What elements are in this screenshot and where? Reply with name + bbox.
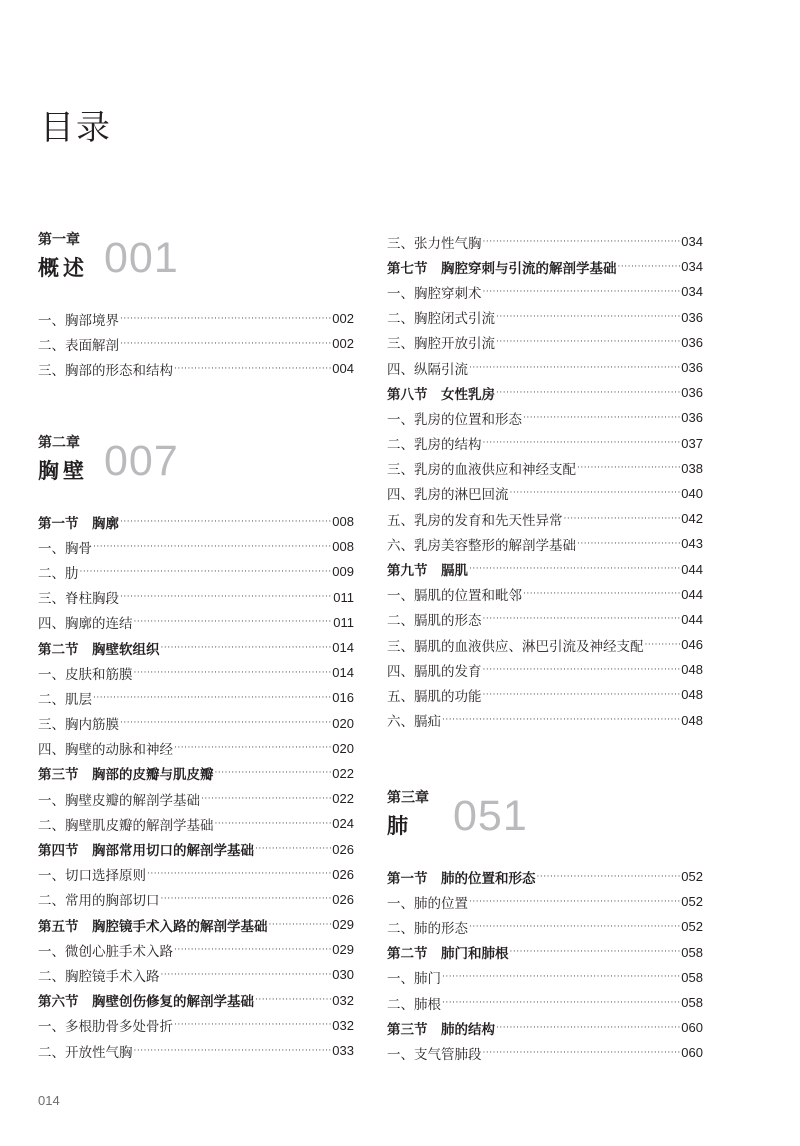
toc-entry-text: 二、乳房的结构 [387,437,482,454]
page-number: 014 [38,1093,60,1108]
toc-entry-text: 第四节 胸部常用切口的解剖学基础 [38,843,254,860]
toc-entry[interactable] [387,405,703,430]
toc-entry-page: 036 [681,309,703,325]
toc-entry-text: 二、膈肌的形态 [387,613,482,630]
toc-entry-text: 一、胸骨 [38,540,92,557]
toc-entry[interactable] [387,279,703,304]
dot-leader [496,1023,680,1033]
chapter-heading [387,790,703,850]
dot-leader [645,640,681,650]
dot-leader [483,665,681,675]
toc-entry-page: 029 [332,942,354,958]
toc-section-entry[interactable] [387,864,703,889]
dot-leader [161,894,332,904]
dot-leader [161,643,332,653]
toc-entry-page: 014 [332,665,354,681]
toc-entry-text: 四、膈肌的发育 [387,663,482,680]
toc-entry-text: 四、胸壁的动脉和神经 [38,742,173,759]
dot-leader [80,567,332,577]
toc-entry-text: 第六节 胸壁创伤修复的解剖学基础 [38,994,254,1011]
toc-entry-text: 二、肺根 [387,996,441,1013]
toc-entry-page: 011 [333,589,354,605]
toc-entry-page: 060 [681,1045,703,1061]
dot-leader [93,693,331,703]
toc-entry-text: 一、膈肌的位置和毗邻 [387,588,522,605]
dot-leader [201,794,331,804]
toc-entry-text: 第二节 胸壁软组织 [38,641,160,658]
toc-entry-text: 二、肺的形态 [387,920,468,937]
dot-leader [174,364,331,374]
toc-entry-text: 第三节 肺的结构 [387,1021,495,1038]
toc-entry-text: 一、肺门 [387,971,441,988]
toc-entry-page: 044 [681,586,703,602]
dot-leader [483,690,681,700]
toc-entry-text: 六、乳房美容整形的解剖学基础 [387,537,576,554]
chapter-title: 肺 [387,814,412,838]
dot-leader [215,819,332,829]
toc-entry-page: 036 [681,410,703,426]
dot-leader [161,970,332,980]
toc-entry-text: 二、肋 [38,565,79,582]
toc-entry-page: 024 [332,816,354,832]
toc-entry[interactable] [387,657,703,682]
dot-leader [120,718,331,728]
toc-entry-text: 二、常用的胸部切口 [38,893,160,910]
toc-entry-page: 036 [681,360,703,376]
toc-entry-page: 058 [681,969,703,985]
toc-entry-text: 一、胸壁皮瓣的解剖学基础 [38,792,200,809]
toc-entry[interactable] [387,305,703,330]
toc-entry[interactable] [38,685,354,710]
toc-entry-page: 033 [332,1043,354,1059]
toc-entry-page: 020 [332,740,354,756]
dot-leader [93,542,331,552]
toc-entry[interactable] [387,632,703,657]
toc-section-entry[interactable] [38,761,354,786]
dot-leader [510,488,681,498]
toc-entry-text: 第八节 女性乳房 [387,386,495,403]
toc-entry-page: 042 [681,511,703,527]
toc-section-entry[interactable] [387,254,703,279]
toc-entry[interactable] [387,355,703,380]
toc-entry-page: 046 [681,637,703,653]
dot-leader [496,312,680,322]
toc-entry[interactable] [38,1038,354,1063]
dot-leader [134,1046,332,1056]
toc-entry-text: 三、胸腔开放引流 [387,336,495,353]
toc-entry[interactable] [387,708,703,733]
toc-section-entry[interactable] [387,940,703,965]
chapter-label: 第三章 [387,790,429,806]
toc-entry[interactable] [387,229,703,254]
dot-leader [496,337,680,347]
toc-entry-text: 第二节 肺门和肺根 [387,946,509,963]
toc-entry-text: 一、胸腔穿刺术 [387,285,482,302]
toc-entry-page: 022 [332,765,354,781]
toc-entry-page: 048 [681,687,703,703]
dot-leader [174,1020,331,1030]
dot-leader [483,1048,681,1058]
dot-leader [174,743,331,753]
dot-leader [496,388,680,398]
toc-entry-text: 二、开放性气胸 [38,1044,133,1061]
toc-entry-page: 004 [332,361,354,377]
toc-entry-page: 026 [332,841,354,857]
dot-leader [269,920,332,930]
toc-entry[interactable] [387,506,703,531]
toc-entry-text: 三、胸内筋膜 [38,717,119,734]
toc-entry-text: 一、乳房的位置和形态 [387,411,522,428]
toc-entry-text: 三、乳房的血液供应和神经支配 [387,462,576,479]
toc-entry[interactable] [387,990,703,1015]
toc-entry-list [38,306,354,382]
toc-entry-text: 一、肺的位置 [387,895,468,912]
chapter-number: 051 [453,792,528,840]
toc-section-entry[interactable] [387,380,703,405]
toc-entry-page: 034 [681,259,703,275]
toc-entry-page: 058 [681,995,703,1011]
toc-entry-page: 026 [332,866,354,882]
dot-leader [523,413,680,423]
dot-leader [523,589,680,599]
dot-leader [442,715,680,725]
toc-entry[interactable] [387,456,703,481]
toc-entry-page: 009 [332,564,354,580]
dot-leader [469,897,680,907]
toc-entry-page: 060 [681,1020,703,1036]
dot-leader [577,539,680,549]
toc-entry-text: 二、胸腔闭式引流 [387,311,495,328]
toc-entry[interactable] [38,331,354,356]
toc-entry-text: 第九节 膈肌 [387,563,468,580]
toc-entry-page: 020 [332,715,354,731]
toc-entry-text: 一、胸部境界 [38,312,119,329]
dot-leader [618,262,681,272]
toc-entry[interactable] [387,965,703,990]
dot-leader [469,922,680,932]
toc-entry-page: 048 [681,662,703,678]
toc-entry[interactable] [387,431,703,456]
toc-entry-page: 032 [332,1017,354,1033]
toc-entry-text: 第一节 肺的位置和形态 [387,870,536,887]
toc-entry[interactable] [38,660,354,685]
toc-entry[interactable] [38,887,354,912]
dot-leader [255,995,331,1005]
dot-leader [510,947,681,957]
chapter-title: 概述 [38,256,88,280]
toc-entry-page: 029 [332,917,354,933]
toc-entry-page: 048 [681,712,703,728]
toc-entry-text: 二、表面解剖 [38,337,119,354]
toc-entry[interactable] [38,711,354,736]
dot-leader [483,237,681,247]
toc-entry-page: 058 [681,944,703,960]
toc-entry-text: 一、支气管肺段 [387,1046,482,1063]
dot-leader [442,998,680,1008]
toc-entry-text: 一、多根肋骨多处骨折 [38,1019,173,1036]
dot-leader [483,438,681,448]
toc-entry-text: 第五节 胸腔镜手术入路的解剖学基础 [38,918,268,935]
toc-entry-page: 016 [332,690,354,706]
toc-entry-page: 044 [681,561,703,577]
toc-entry-page: 052 [681,869,703,885]
chapter-label: 第二章 [38,435,80,451]
chapter-heading [38,232,354,292]
toc-entry[interactable] [387,582,703,607]
toc-entry-text: 三、张力性气胸 [387,235,482,252]
toc-entry[interactable] [387,682,703,707]
toc-entry-page: 040 [681,485,703,501]
toc-entry-text: 二、胸壁肌皮瓣的解剖学基础 [38,817,214,834]
toc-entry-text: 第三节 胸部的皮瓣与肌皮瓣 [38,767,214,784]
toc-entry[interactable] [38,937,354,962]
dot-leader [215,768,332,778]
toc-entry[interactable] [387,531,703,556]
toc-entry[interactable] [387,481,703,506]
toc-entry-page: 043 [681,536,703,552]
chapter-title: 胸壁 [38,459,88,483]
toc-entry[interactable] [38,534,354,559]
toc-entry-page: 008 [332,514,354,530]
toc-entry[interactable] [38,585,354,610]
toc-entry-page: 052 [681,919,703,935]
toc-entry-page: 022 [332,791,354,807]
toc-entry[interactable] [387,607,703,632]
toc-entry-text: 一、皮肤和筋膜 [38,666,133,683]
toc-section-entry[interactable] [38,912,354,937]
toc-entry[interactable] [38,1013,354,1038]
toc-entry[interactable] [387,1040,703,1065]
chapter-heading [38,435,354,495]
toc-entry-text: 五、膈肌的功能 [387,688,482,705]
toc-entry-text: 一、微创心脏手术入路 [38,943,173,960]
toc-entry-page: 032 [332,992,354,1008]
toc-section-entry[interactable] [38,635,354,660]
chapter-label: 第一章 [38,232,80,248]
toc-entry-page: 044 [681,611,703,627]
dot-leader [255,844,331,854]
toc-entry-page: 036 [681,334,703,350]
toc-entry-page: 034 [681,234,703,250]
dot-leader [120,592,332,602]
toc-entry[interactable] [38,962,354,987]
toc-entry-page: 011 [333,614,354,630]
toc-entry-page: 002 [332,336,354,352]
toc-entry-text: 六、膈疝 [387,714,441,731]
toc-entry[interactable] [38,306,354,331]
toc-entry[interactable] [38,862,354,887]
toc-entry[interactable] [38,786,354,811]
toc-entry[interactable] [38,610,354,635]
toc-entry-text: 三、脊柱胸段 [38,591,119,608]
toc-entry[interactable] [38,811,354,836]
toc-entry-text: 三、胸部的形态和结构 [38,362,173,379]
dot-leader [483,614,681,624]
toc-entry-text: 第七节 胸腔穿刺与引流的解剖学基础 [387,260,617,277]
chapter-number: 001 [104,234,179,282]
toc-entry-text: 四、胸廓的连结 [38,616,133,633]
dot-leader [120,517,331,527]
toc-entry-page: 036 [681,385,703,401]
dot-leader [537,872,681,882]
dot-leader [120,339,331,349]
toc-entry-text: 四、纵隔引流 [387,361,468,378]
dot-leader [483,287,681,297]
dot-leader [134,617,333,627]
toc-entry[interactable] [38,736,354,761]
toc-entry-page: 014 [332,640,354,656]
toc-entry-text: 五、乳房的发育和先天性异常 [387,512,563,529]
dot-leader [564,514,681,524]
chapter-number: 007 [104,437,179,485]
toc-entry-text: 三、膈肌的血液供应、淋巴引流及神经支配 [387,638,644,655]
toc-entry[interactable] [387,889,703,914]
toc-entry-text: 一、切口选择原则 [38,868,146,885]
toc-section-entry[interactable] [387,1015,703,1040]
toc-section-entry[interactable] [38,988,354,1013]
toc-entry-page: 002 [332,311,354,327]
dot-leader [134,668,332,678]
dot-leader [174,945,331,955]
toc-entry-list [387,864,703,1066]
toc-entry[interactable] [387,330,703,355]
page-title: 目录 [40,108,112,148]
toc-entry-page: 037 [681,435,703,451]
toc-section-entry[interactable] [38,509,354,534]
toc-entry-text: 第一节 胸廓 [38,515,119,532]
toc-section-entry[interactable] [387,556,703,581]
dot-leader [147,869,331,879]
toc-entry-list [38,509,354,1063]
toc-entry-text: 二、肌层 [38,691,92,708]
dot-leader [120,314,331,324]
dot-leader [442,972,680,982]
dot-leader [469,564,680,574]
toc-entry-page: 038 [681,460,703,476]
dot-leader [577,463,680,473]
toc-entry-page: 030 [332,967,354,983]
toc-entry-list [387,229,703,733]
toc-entry[interactable] [38,356,354,381]
toc-entry-page: 034 [681,284,703,300]
toc-entry[interactable] [387,914,703,939]
toc-entry-page: 008 [332,539,354,555]
toc-entry-page: 026 [332,891,354,907]
toc-entry[interactable] [38,559,354,584]
toc-entry-text: 四、乳房的淋巴回流 [387,487,509,504]
toc-section-entry[interactable] [38,836,354,861]
toc-entry-text: 二、胸腔镜手术入路 [38,968,160,985]
dot-leader [469,363,680,373]
toc-entry-page: 052 [681,894,703,910]
